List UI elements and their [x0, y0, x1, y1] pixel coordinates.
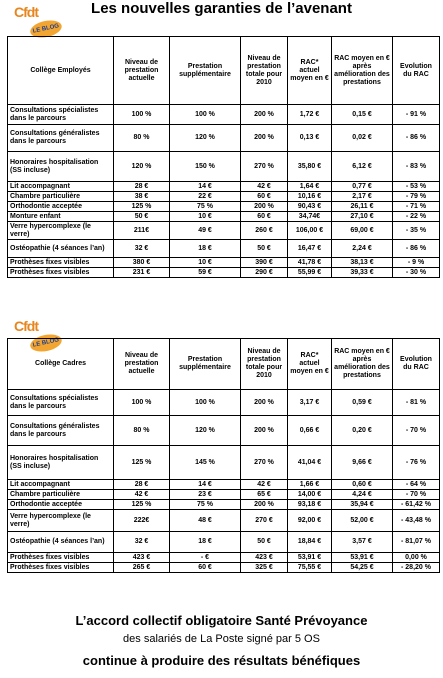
- table-cell: 41,04 €: [288, 446, 332, 480]
- table-row: [8, 240, 440, 258]
- table-cell: 14 €: [170, 182, 241, 192]
- table-row: [8, 553, 440, 563]
- table-row: [8, 268, 440, 278]
- header-rac-actuel: RAC* actuel moyen en €: [288, 37, 332, 105]
- table-cell: 23 €: [170, 490, 241, 500]
- row-label: Ostéopathie (4 séances l’an): [8, 240, 114, 258]
- table-cell: 18 €: [170, 240, 241, 258]
- row-label: Prothèses fixes visibles: [8, 258, 114, 268]
- table-cell: 260 €: [241, 222, 288, 240]
- table-cell: 265 €: [114, 563, 170, 573]
- row-label: Consultations généralistes dans le parcours: [8, 125, 114, 152]
- table-cell: - 22 %: [393, 212, 440, 222]
- table-cell: 270 %: [241, 152, 288, 182]
- table-cell: 423 €: [114, 553, 170, 563]
- table-cell: 200 %: [241, 416, 288, 446]
- row-label: Orthodontie acceptée: [8, 500, 114, 510]
- table-cell: 42 €: [241, 480, 288, 490]
- table-cell: 42 €: [241, 182, 288, 192]
- table-cell: - 28,20 %: [393, 563, 440, 573]
- table-cell: - 81,07 %: [393, 532, 440, 553]
- row-label: Lit accompagnant: [8, 480, 114, 490]
- table-cell: 10 €: [170, 258, 241, 268]
- row-label: Consultations spécialistes dans le parcours: [8, 105, 114, 125]
- table-cell: - €: [170, 553, 241, 563]
- table-cell: 0,00 %: [393, 553, 440, 563]
- table-cell: - 9 %: [393, 258, 440, 268]
- cfdt-logo-2: Cfdt LE BLOG: [12, 318, 68, 354]
- table-cell: 380 €: [114, 258, 170, 268]
- table-cell: 28 €: [114, 480, 170, 490]
- row-label: Orthodontie acceptée: [8, 202, 114, 212]
- le-blog-badge: LE BLOG: [29, 18, 64, 40]
- page-title: Les nouvelles garanties de l’avenant: [91, 0, 352, 17]
- row-label: Ostéopathie (4 séances l’an): [8, 532, 114, 553]
- row-label: Consultations spécialistes dans le parcours: [8, 390, 114, 416]
- table-row: [8, 125, 440, 152]
- table-cell: 16,47 €: [288, 240, 332, 258]
- row-label: Prothèses fixes visibles: [8, 563, 114, 573]
- table-cell: 125 %: [114, 202, 170, 212]
- table-cell: 222€: [114, 510, 170, 532]
- table-college-cadres: [7, 338, 440, 573]
- table-cell: 3,17 €: [288, 390, 332, 416]
- table-cell: 270 %: [241, 446, 288, 480]
- header-niveau-total: Niveau de prestation totale pour 2010: [241, 339, 288, 390]
- table-cell: 0,13 €: [288, 125, 332, 152]
- table-cell: 120 %: [170, 125, 241, 152]
- table-cell: 0,02 €: [332, 125, 393, 152]
- row-label: Verre hypercomplexe (le verre): [8, 222, 114, 240]
- table-cell: 50 €: [241, 240, 288, 258]
- table-cell: 28 €: [114, 182, 170, 192]
- row-label: Prothèses fixes visibles: [8, 268, 114, 278]
- college-label: Collège Cadres: [8, 339, 114, 390]
- table-cell: - 91 %: [393, 105, 440, 125]
- table-cell: - 86 %: [393, 240, 440, 258]
- row-label: Consultations généralistes dans le parcours: [8, 416, 114, 446]
- row-label: Verre hypercomplexe (le verre): [8, 510, 114, 532]
- table-cell: 53,91 €: [332, 553, 393, 563]
- row-label: Honoraires hospitalisation (SS incluse): [8, 152, 114, 182]
- footer-line-2: des salariés de La Poste signé par 5 OS: [123, 633, 320, 645]
- table-cell: 53,91 €: [288, 553, 332, 563]
- row-label: Lit accompagnant: [8, 182, 114, 192]
- table-cell: 75,55 €: [288, 563, 332, 573]
- table-cell: 0,60 €: [332, 480, 393, 490]
- table-cell: 48 €: [170, 510, 241, 532]
- table-cell: 423 €: [241, 553, 288, 563]
- table-cell: - 83 %: [393, 152, 440, 182]
- table-cell: 200 %: [241, 500, 288, 510]
- table-cell: 52,00 €: [332, 510, 393, 532]
- table-cell: 290 €: [241, 268, 288, 278]
- cfdt-logo: Cfdt LE BLOG: [12, 4, 68, 40]
- table-cell: 39,33 €: [332, 268, 393, 278]
- table-cell: 0,20 €: [332, 416, 393, 446]
- table-cell: 145 %: [170, 446, 241, 480]
- header-niveau-total: Niveau de prestation totale pour 2010: [241, 37, 288, 105]
- table-cell: - 81 %: [393, 390, 440, 416]
- table-cell: 1,72 €: [288, 105, 332, 125]
- table-cell: 42 €: [114, 490, 170, 500]
- table-cell: 125 %: [114, 446, 170, 480]
- table-row: [8, 480, 440, 490]
- le-blog-badge: LE BLOG: [29, 332, 64, 354]
- table-cell: 120 %: [170, 416, 241, 446]
- table-cell: - 30 %: [393, 268, 440, 278]
- header-niveau-actuel: Niveau de prestation actuelle: [114, 37, 170, 105]
- table-cell: 325 €: [241, 563, 288, 573]
- table-cell: 125 %: [114, 500, 170, 510]
- table-row: [8, 532, 440, 553]
- table-cell: 100 %: [114, 105, 170, 125]
- table-cell: - 53 %: [393, 182, 440, 192]
- table-cell: 106,00 €: [288, 222, 332, 240]
- table-cell: 270 €: [241, 510, 288, 532]
- table-cell: 38,13 €: [332, 258, 393, 268]
- row-label: Honoraires hospitalisation (SS incluse): [8, 446, 114, 480]
- table-cell: 60 €: [241, 192, 288, 202]
- table-cell: 0,59 €: [332, 390, 393, 416]
- table-cell: 50 €: [241, 532, 288, 553]
- table-row: [8, 105, 440, 125]
- table-cell: 3,57 €: [332, 532, 393, 553]
- table-row: [8, 510, 440, 532]
- table-cell: 10 €: [170, 212, 241, 222]
- table-cell: 200 %: [241, 202, 288, 212]
- table-cell: 49 €: [170, 222, 241, 240]
- table-cell: 35,94 €: [332, 500, 393, 510]
- table-cell: 0,66 €: [288, 416, 332, 446]
- footer-line-3: continue à produire des résultats bénéfiques: [82, 653, 361, 668]
- table-cell: 10,16 €: [288, 192, 332, 202]
- header-evolution: Evolution du RAC: [393, 339, 440, 390]
- table-cell: 2,17 €: [332, 192, 393, 202]
- table-row: [8, 212, 440, 222]
- table-cell: 90,43 €: [288, 202, 332, 212]
- table-cell: 55,99 €: [288, 268, 332, 278]
- table-cell: 26,11 €: [332, 202, 393, 212]
- table-cell: 38 €: [114, 192, 170, 202]
- table-cell: 27,10 €: [332, 212, 393, 222]
- table-cell: 80 %: [114, 416, 170, 446]
- row-label: Monture enfant: [8, 212, 114, 222]
- table-cell: - 70 %: [393, 490, 440, 500]
- header-supplementaire: Prestation supplémentaire: [170, 37, 241, 105]
- table-cell: - 76 %: [393, 446, 440, 480]
- table-cell: 35,80 €: [288, 152, 332, 182]
- table-cell: 211€: [114, 222, 170, 240]
- table-cell: 120 %: [114, 152, 170, 182]
- table-cell: 0,77 €: [332, 182, 393, 192]
- header-rac-apres: RAC moyen en € après amélioration des prestations: [332, 339, 393, 390]
- header-rac-apres: RAC moyen en € après amélioration des prestations: [332, 37, 393, 105]
- table-row: [8, 182, 440, 192]
- row-label: Chambre particulière: [8, 192, 114, 202]
- table-cell: 100 %: [170, 390, 241, 416]
- header-niveau-actuel: Niveau de prestation actuelle: [114, 339, 170, 390]
- table-cell: 50 €: [114, 212, 170, 222]
- table-cell: 100 %: [114, 390, 170, 416]
- table-cell: 22 €: [170, 192, 241, 202]
- table-cell: 59 €: [170, 268, 241, 278]
- table-row: [8, 222, 440, 240]
- table-cell: 390 €: [241, 258, 288, 268]
- table-cell: 34,74€: [288, 212, 332, 222]
- table-cell: 231 €: [114, 268, 170, 278]
- table-cell: 18 €: [170, 532, 241, 553]
- table-row: [8, 390, 440, 416]
- table-cell: 6,12 €: [332, 152, 393, 182]
- header-evolution: Evolution du RAC: [393, 37, 440, 105]
- table-cell: 60 €: [170, 563, 241, 573]
- table-cell: 14 €: [170, 480, 241, 490]
- college-label: Collège Employés: [8, 37, 114, 105]
- table-cell: - 71 %: [393, 202, 440, 212]
- table-cell: - 64 %: [393, 480, 440, 490]
- table-cell: 75 %: [170, 202, 241, 212]
- table-cell: - 86 %: [393, 125, 440, 152]
- table-cell: 100 %: [170, 105, 241, 125]
- table-cell: 75 %: [170, 500, 241, 510]
- table-cell: 1,66 €: [288, 480, 332, 490]
- header-rac-actuel: RAC* actuel moyen en €: [288, 339, 332, 390]
- table-cell: 18,84 €: [288, 532, 332, 553]
- table-cell: 200 %: [241, 390, 288, 416]
- table-cell: - 79 %: [393, 192, 440, 202]
- table-row: [8, 192, 440, 202]
- table-row: [8, 202, 440, 212]
- table-cell: 92,00 €: [288, 510, 332, 532]
- table-cell: 9,66 €: [332, 446, 393, 480]
- header-supplementaire: Prestation supplémentaire: [170, 339, 241, 390]
- table-row: [8, 446, 440, 480]
- table-row: [8, 152, 440, 182]
- table-cell: - 43,48 %: [393, 510, 440, 532]
- table-cell: - 35 %: [393, 222, 440, 240]
- table-cell: 41,78 €: [288, 258, 332, 268]
- table-cell: 14,00 €: [288, 490, 332, 500]
- table-row: [8, 258, 440, 268]
- table-cell: 1,64 €: [288, 182, 332, 192]
- table-cell: 200 %: [241, 125, 288, 152]
- table-cell: 32 €: [114, 240, 170, 258]
- table-cell: 150 %: [170, 152, 241, 182]
- table-college-employes: [7, 36, 440, 278]
- table-cell: - 70 %: [393, 416, 440, 446]
- row-label: Chambre particulière: [8, 490, 114, 500]
- table-cell: 2,24 €: [332, 240, 393, 258]
- table-cell: 93,18 €: [288, 500, 332, 510]
- row-label: Prothèses fixes visibles: [8, 553, 114, 563]
- table-cell: 32 €: [114, 532, 170, 553]
- footer-line-1: L’accord collectif obligatoire Santé Prévoyance: [75, 613, 368, 628]
- table-cell: 4,24 €: [332, 490, 393, 500]
- table-row: [8, 500, 440, 510]
- table-cell: 65 €: [241, 490, 288, 500]
- table-row: [8, 563, 440, 573]
- table-row: [8, 416, 440, 446]
- table-cell: 54,25 €: [332, 563, 393, 573]
- table-cell: 69,00 €: [332, 222, 393, 240]
- table-cell: 200 %: [241, 105, 288, 125]
- table-cell: 80 %: [114, 125, 170, 152]
- table-row: [8, 490, 440, 500]
- table-cell: 0,15 €: [332, 105, 393, 125]
- table-cell: - 61,42 %: [393, 500, 440, 510]
- table-cell: 60 €: [241, 212, 288, 222]
